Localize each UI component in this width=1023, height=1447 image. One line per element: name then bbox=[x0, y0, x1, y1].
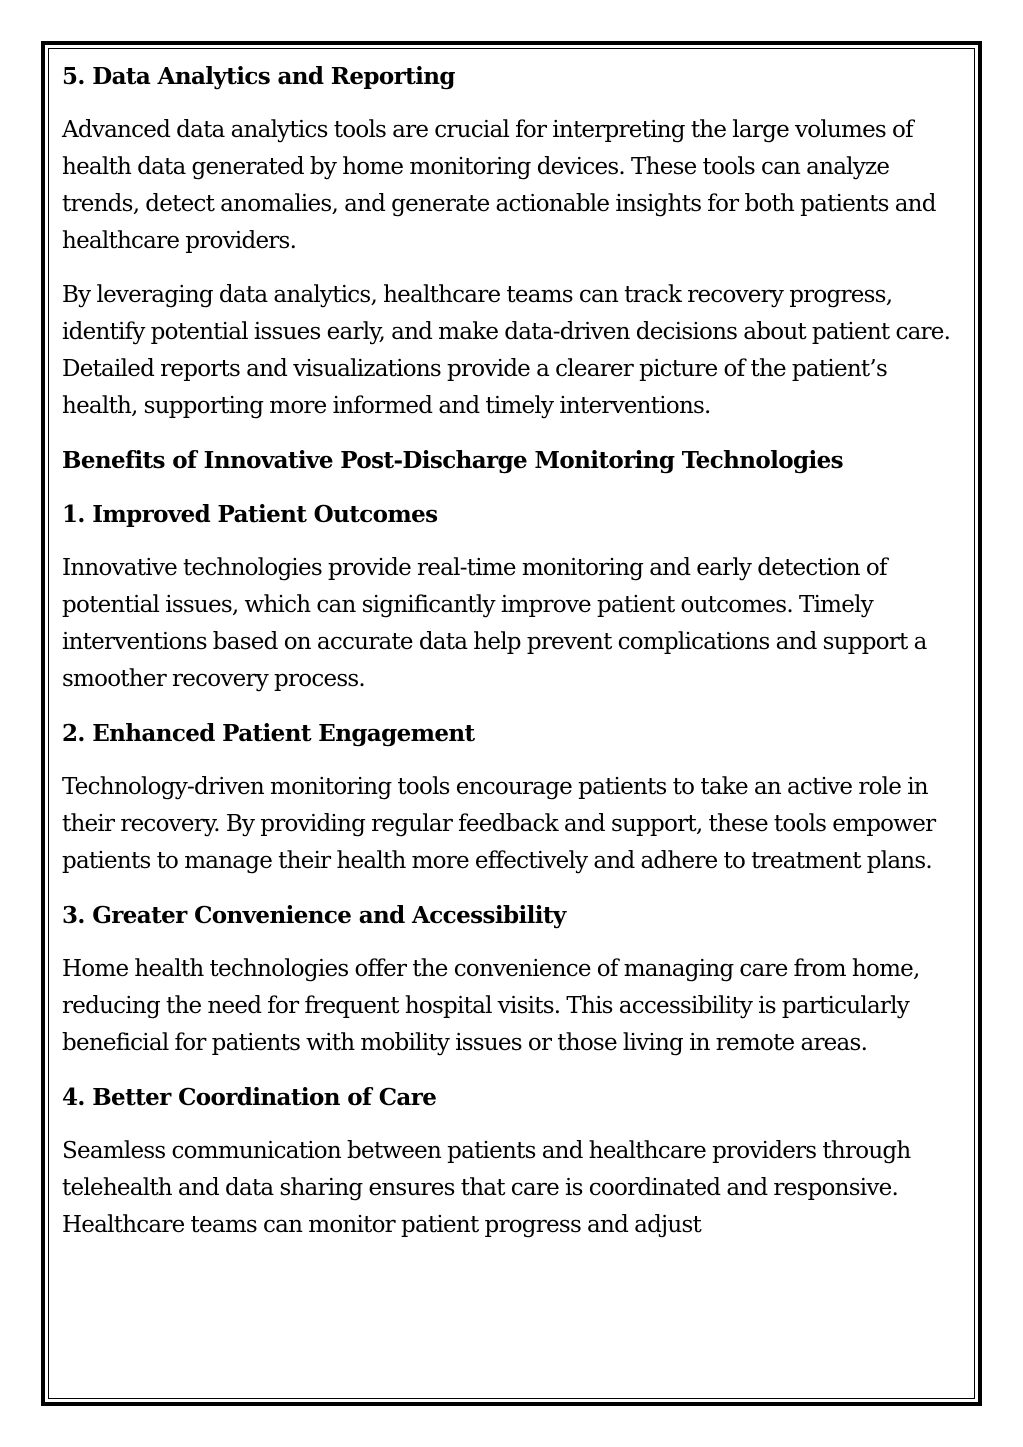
paragraph-leveraging-analytics: By leveraging data analytics, healthcare teams can track recovery progress, identify potential issues early, and make data-driven decisions about patient care. Detailed reports and visualizations provide a clearer picture of the patient’s health, supporting more informed and timely interventions. bbox=[62, 282, 951, 419]
section-heading-patient-engagement: 2. Enhanced Patient Engagement bbox=[62, 720, 475, 747]
section-heading-improved-outcomes: 1. Improved Patient Outcomes bbox=[62, 501, 438, 528]
paragraph-convenience: Home health technologies offer the convenience of managing care from home, reducing the need for frequent hospital visits. This accessibility is particularly beneficial for patients with mobility issues or those living in remote areas. bbox=[62, 956, 920, 1056]
section-heading-convenience: 3. Greater Convenience and Accessibility bbox=[62, 902, 566, 929]
paragraph-coordination: Seamless communication between patients and healthcare providers through telehealth and data sharing ensures that care is coordinated and responsive. Healthcare teams can monitor patient progress and adjust bbox=[62, 1138, 911, 1238]
section-heading-data-analytics: 5. Data Analytics and Reporting bbox=[62, 63, 455, 90]
section-heading-coordination: 4. Better Coordination of Care bbox=[62, 1084, 437, 1111]
paragraph-analytics-tools: Advanced data analytics tools are crucial for interpreting the large volumes of health data generated by home monitoring devices. These tools can analyze trends, detect anomalies, and generate actionable insights for both patients and healthcare providers. bbox=[62, 117, 936, 254]
paragraph-improved-outcomes: Innovative technologies provide real-time monitoring and early detection of potential issues, which can significantly improve patient outcomes. Timely interventions based on accurate data help prevent complications and support a smoother recovery process. bbox=[62, 555, 927, 692]
paragraph-patient-engagement: Technology-driven monitoring tools encourage patients to take an active role in their recovery. By providing regular feedback and support, these tools empower patients to manage their health more effectively and adhere to treatment plans. bbox=[62, 774, 936, 874]
section-heading-benefits: Benefits of Innovative Post-Discharge Monitoring Technologies bbox=[62, 447, 843, 474]
document-content bbox=[62, 58, 962, 1261]
